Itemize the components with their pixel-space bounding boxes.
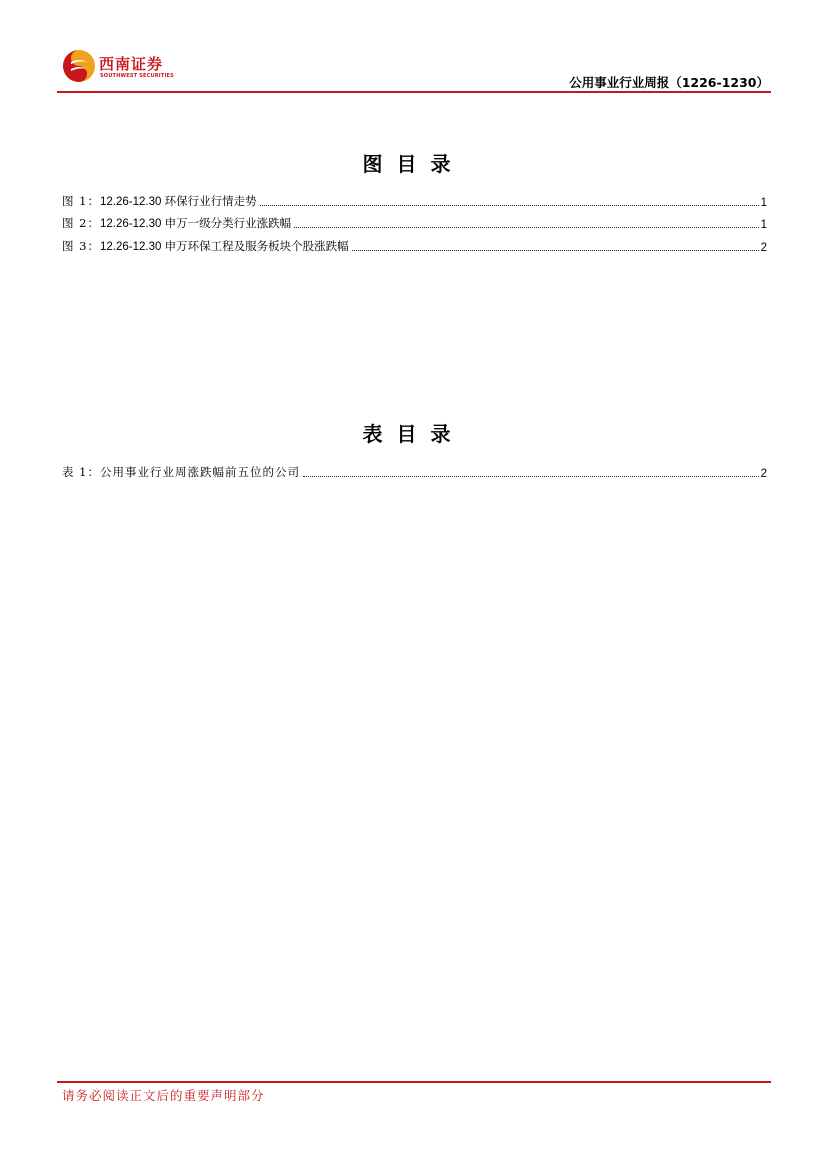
- toc-entry-label: 图 3：12.26-12.30 申万环保工程及服务板块个股涨跌幅: [62, 239, 349, 253]
- dot-leader: [303, 475, 759, 477]
- toc-page-number: 2: [760, 242, 767, 254]
- report-title: 公用事业行业周报（1226-1230）: [569, 75, 769, 90]
- toc-page-number: 1: [760, 197, 767, 209]
- footer-disclaimer: 请务必阅读正文后的重要声明部分: [62, 1088, 265, 1103]
- dot-leader: [352, 249, 759, 251]
- toc-page-number: 2: [760, 468, 767, 480]
- toc-entry-label: 图 1：12.26-12.30 环保行业行情走势: [62, 194, 257, 208]
- header-divider: [57, 91, 771, 93]
- logo-text-cn: 西南证券: [99, 55, 164, 73]
- footer-divider: [57, 1081, 771, 1083]
- toc-entry-figure-3[interactable]: [62, 238, 767, 254]
- tables-toc-title: 表目录: [362, 422, 465, 446]
- company-logo: [62, 49, 182, 85]
- toc-entry-label: 图 2：12.26-12.30 申万一级分类行业涨跌幅: [62, 216, 292, 230]
- toc-entry-figure-2[interactable]: [62, 215, 767, 231]
- toc-page-number: 1: [760, 219, 767, 231]
- dot-leader: [260, 204, 759, 206]
- toc-entry-table-1[interactable]: [62, 464, 767, 480]
- toc-entry-figure-1[interactable]: [62, 193, 767, 209]
- toc-entry-label: 表 1：公用事业行业周涨跌幅前五位的公司: [62, 465, 300, 479]
- logo-emblem-icon: [62, 49, 96, 83]
- figures-toc-title: 图目录: [362, 152, 465, 176]
- dot-leader: [294, 226, 759, 228]
- logo-text-en: SOUTHWEST SECURITIES: [100, 73, 174, 79]
